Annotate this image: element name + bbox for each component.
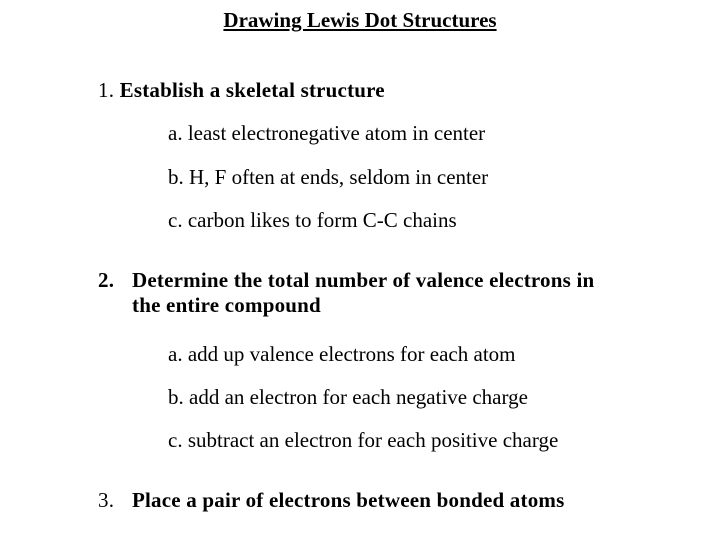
step-1-text: Establish a skeletal structure	[119, 78, 385, 102]
step-3	[98, 488, 564, 513]
step-1-subitem-a: a. least electronegative atom in center	[168, 121, 486, 145]
step-3-text: Place a pair of electrons between bonded atoms	[132, 488, 565, 512]
step-1-subitem-c: c. carbon likes to form C-C chains	[168, 208, 457, 232]
step-2-number: 2.	[98, 268, 115, 292]
step-1	[98, 78, 385, 103]
step-2-text	[132, 268, 594, 318]
document-title: Drawing Lewis Dot Structures	[223, 8, 497, 32]
step-2-text-line-1: Determine the total number of valence electrons in	[132, 268, 595, 292]
step-1-number: 1.	[98, 78, 115, 102]
step-2-subitem-c: c. subtract an electron for each positive charge	[168, 428, 559, 452]
step-3-number: 3.	[98, 488, 115, 512]
step-1-subitem-b: b. H, F often at ends, seldom in center	[168, 165, 489, 189]
step-2	[98, 268, 594, 318]
step-2-subitem-a: a. add up valence electrons for each atom	[168, 342, 516, 366]
step-2-subitem-b: b. add an electron for each negative charge	[168, 385, 528, 409]
step-2-text-line-2: the entire compound	[132, 293, 321, 317]
